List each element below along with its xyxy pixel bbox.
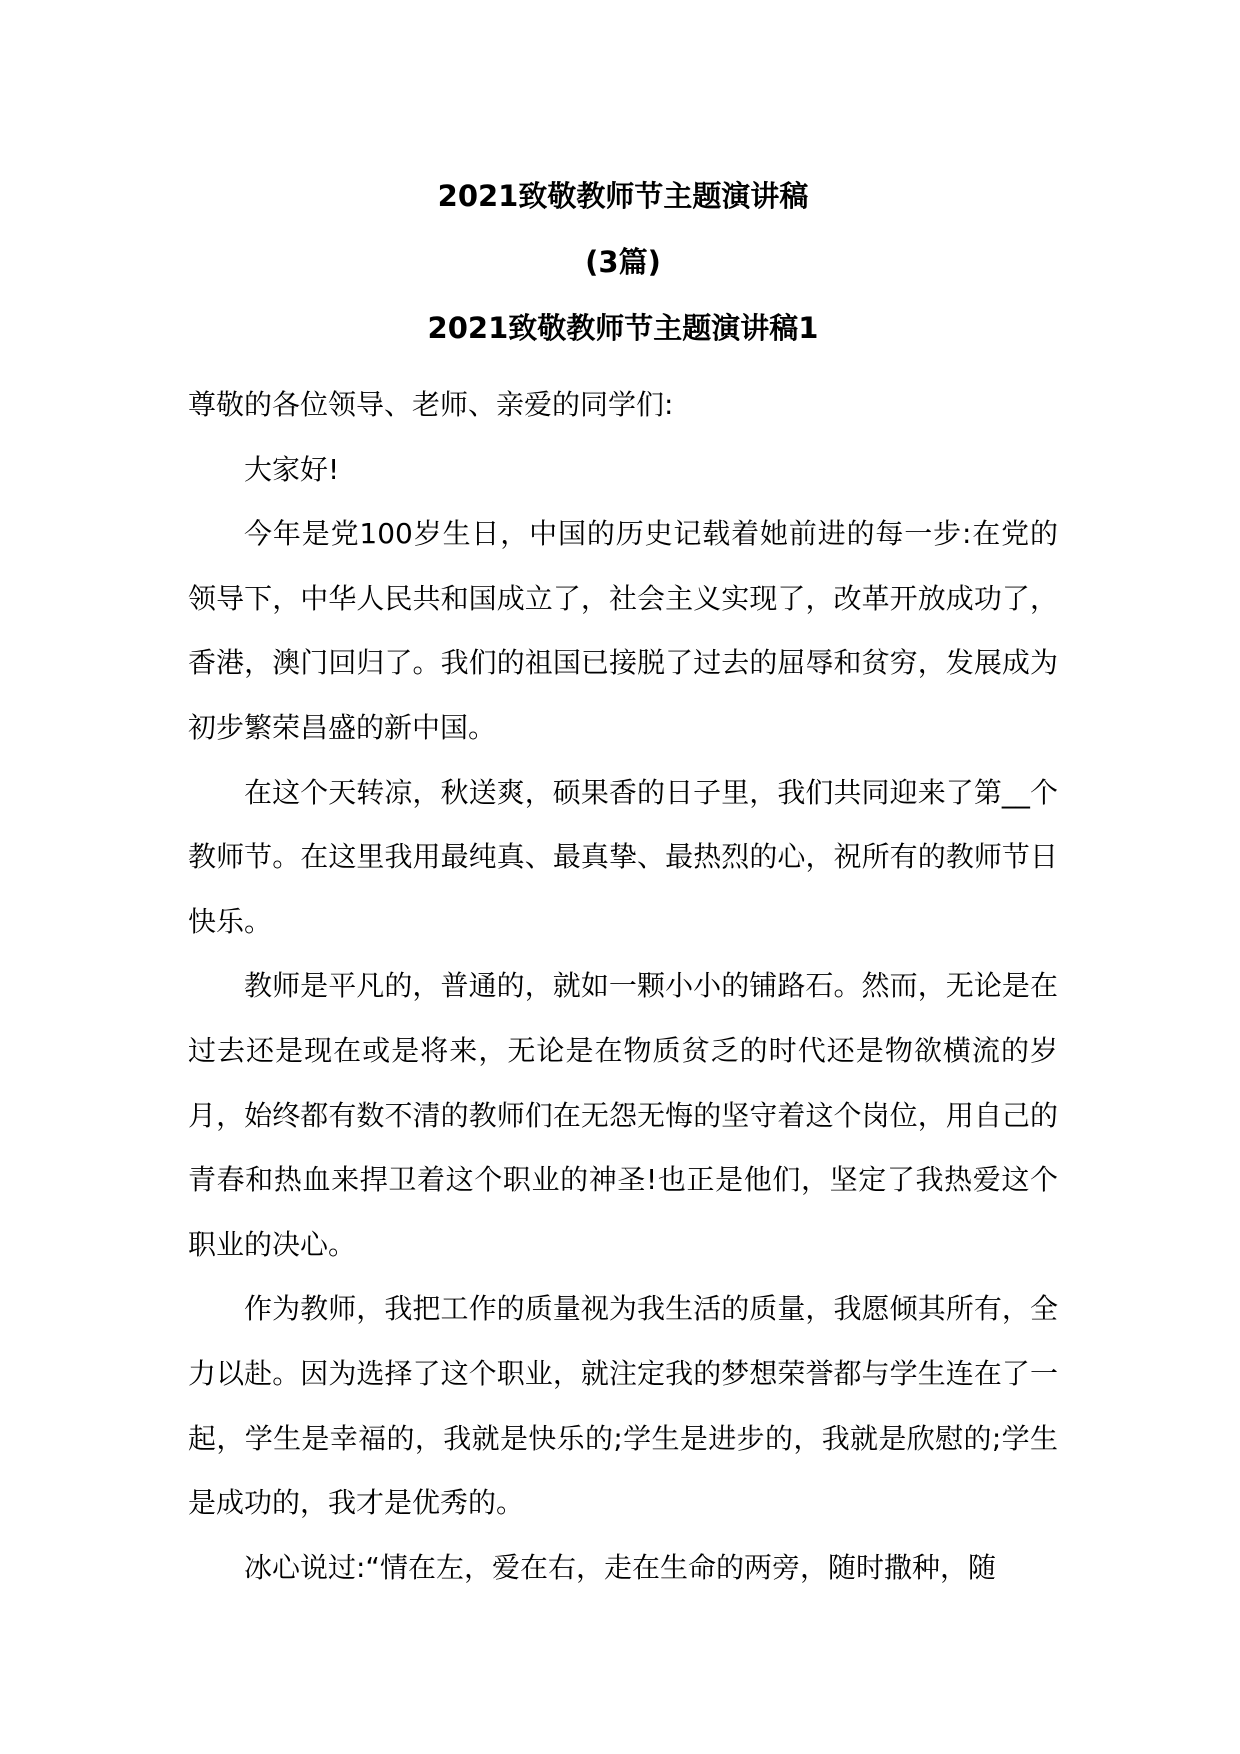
paragraph: 冰心说过:“情在左，爱在右，走在生命的两旁，随时撒种，随 — [244, 1550, 996, 1584]
speech-body — [188, 373, 1058, 1600]
paragraph: 今年是党100岁生日，中国的历史记载着她前进的每一步:在党的领导下，中华人民共和国成立了，社会主义实现了，改革开放成功了，香港，澳门回归了。我们的祖国已接脱了过去的屈辱和贫穷，发展成为初步繁荣昌盛的新中国。 — [188, 517, 1058, 744]
document-subtitle: (3篇) — [585, 245, 661, 279]
paragraph: 作为教师，我把工作的质量视为我生活的质量，我愿倾其所有，全力以赴。因为选择了这个职业，就注定我的梦想荣誉都与学生连在了一起，学生是幸福的，我就是快乐的;学生是进步的，我就是欣慰的;学生是成功的，我才是优秀的。 — [188, 1292, 1058, 1520]
paragraph: 在这个天转凉，秋送爽，硕果香的日子里，我们共同迎来了第__个教师节。在这里我用最纯真、最真挚、最热烈的心，祝所有的教师节日快乐。 — [188, 775, 1058, 938]
document-title: 2021致敬教师节主题演讲稿 — [437, 179, 809, 213]
section-heading: 2021致敬教师节主题演讲稿1 — [427, 311, 819, 345]
salutation: 尊敬的各位领导、老师、亲爱的同学们: — [188, 388, 674, 421]
paragraph: 教师是平凡的，普通的，就如一颗小小的铺路石。然而，无论是在过去还是现在或是将来，无论是在物质贫乏的时代还是物欲横流的岁月，始终都有数不清的教师们在无怨无悔的坚守着这个岗位，用自己的青春和热血来捍卫着这个职业的神圣!也正是他们，坚定了我热爱这个职业的决心。 — [188, 969, 1058, 1261]
paragraph: 大家好! — [244, 452, 340, 486]
